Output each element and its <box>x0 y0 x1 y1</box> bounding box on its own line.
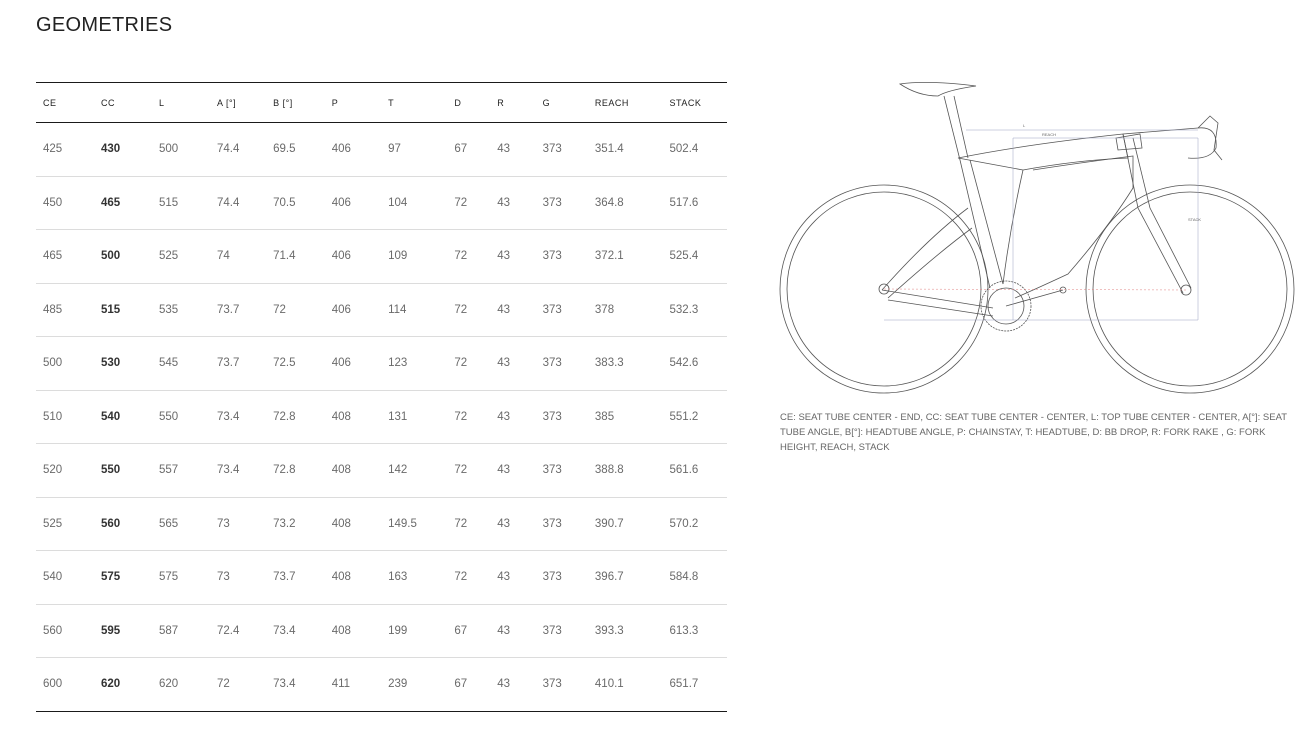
geometry-legend: CE: SEAT TUBE CENTER - END, CC: SEAT TUBE CENTER - CENTER, L: TOP TUBE CENTER - CENTER, A[°]: SEAT TUBE ANGLE, B[°]: HEADTUBE ANGLE, P: CHAINSTAY, T: HEADTUBE, D: BB DROP, R: FORK RAKE , G: FORK HEIGHT, REACH, STACK <box>780 412 1287 453</box>
table-row <box>36 283 727 337</box>
cell-cc: 530 <box>101 357 121 370</box>
cell-reach: 383.3 <box>594 357 624 370</box>
cell-r: 43 <box>497 250 511 263</box>
header-d: D <box>454 97 462 108</box>
cell-r: 43 <box>497 678 511 691</box>
cell-d: 72 <box>454 196 468 209</box>
cell-r: 43 <box>497 571 511 584</box>
cell-stack: 561.6 <box>669 464 699 477</box>
cell-b: 73.4 <box>273 678 296 691</box>
cell-g: 373 <box>542 464 562 477</box>
page-title: GEOMETRIES <box>36 14 173 36</box>
cell-ce: 560 <box>43 624 63 637</box>
cell-d: 72 <box>454 464 468 477</box>
cell-stack: 542.6 <box>669 357 699 370</box>
table-row <box>36 604 727 658</box>
label-stack: STACK <box>1188 217 1202 222</box>
cell-reach: 372.1 <box>594 250 624 263</box>
cell-p: 408 <box>331 464 351 477</box>
cell-l: 500 <box>159 143 179 156</box>
bike-geometry-drawing <box>778 78 1298 400</box>
cell-cc: 500 <box>101 250 121 263</box>
cell-r: 43 <box>497 464 511 477</box>
header-ce: CE <box>43 97 57 108</box>
cell-g: 373 <box>542 571 562 584</box>
label-reach: REACH <box>1042 132 1057 137</box>
cell-t: 104 <box>388 196 408 209</box>
cell-b: 72.5 <box>273 357 296 370</box>
cell-t: 123 <box>388 357 408 370</box>
cell-ce: 500 <box>43 357 63 370</box>
header-g: G <box>542 97 551 108</box>
cell-l: 575 <box>159 571 179 584</box>
cell-stack: 570.2 <box>669 517 699 530</box>
header-a: A [°] <box>217 97 237 108</box>
cell-reach: 390.7 <box>594 517 624 530</box>
header-r: R <box>497 97 505 108</box>
header-stack: STACK <box>669 97 702 108</box>
cell-cc: 540 <box>101 410 121 423</box>
cell-t: 163 <box>388 571 408 584</box>
cell-g: 373 <box>542 357 562 370</box>
cell-r: 43 <box>497 196 511 209</box>
label-l: L <box>1023 123 1026 128</box>
cell-b: 73.4 <box>273 624 296 637</box>
cell-r: 43 <box>497 624 511 637</box>
cell-r: 43 <box>497 357 511 370</box>
cell-l: 515 <box>159 196 179 209</box>
header-cc: CC <box>101 97 115 108</box>
header-p: P <box>331 97 339 108</box>
cell-l: 620 <box>159 678 179 691</box>
cell-d: 72 <box>454 517 468 530</box>
cell-ce: 525 <box>43 517 63 530</box>
table-row <box>36 497 727 551</box>
cell-reach: 351.4 <box>594 143 624 156</box>
cell-l: 535 <box>159 303 179 316</box>
cell-t: 131 <box>388 410 408 423</box>
cell-stack: 613.3 <box>669 624 699 637</box>
header-l: L <box>159 97 165 108</box>
cell-stack: 551.2 <box>669 410 699 423</box>
cell-stack: 584.8 <box>669 571 699 584</box>
cell-t: 142 <box>388 464 408 477</box>
cell-a: 74.4 <box>217 196 240 209</box>
table-row <box>36 337 727 391</box>
cell-d: 67 <box>454 678 468 691</box>
cell-d: 72 <box>454 303 468 316</box>
cell-p: 406 <box>331 143 351 156</box>
cell-a: 73.4 <box>217 410 240 423</box>
cell-t: 199 <box>388 624 408 637</box>
cell-g: 373 <box>542 250 562 263</box>
table-row <box>36 230 727 284</box>
cell-p: 406 <box>331 303 351 316</box>
cell-p: 411 <box>331 678 351 691</box>
cell-reach: 364.8 <box>594 196 624 209</box>
cell-ce: 510 <box>43 410 63 423</box>
cell-l: 565 <box>159 517 179 530</box>
cell-d: 72 <box>454 410 468 423</box>
cell-stack: 517.6 <box>669 196 699 209</box>
cell-g: 373 <box>542 410 562 423</box>
cell-reach: 410.1 <box>594 678 624 691</box>
cell-p: 406 <box>331 357 351 370</box>
cell-g: 373 <box>542 517 562 530</box>
cell-l: 550 <box>159 410 179 423</box>
cell-a: 74 <box>217 250 230 263</box>
cell-r: 43 <box>497 303 511 316</box>
cell-p: 406 <box>331 196 351 209</box>
cell-l: 587 <box>159 624 179 637</box>
cell-g: 373 <box>542 678 562 691</box>
cell-a: 72 <box>217 678 230 691</box>
cell-ce: 425 <box>43 143 63 156</box>
cell-t: 109 <box>388 250 408 263</box>
cell-ce: 485 <box>43 303 63 316</box>
cell-cc: 595 <box>101 624 121 637</box>
header-b: B [°] <box>273 97 293 108</box>
cell-g: 373 <box>542 624 562 637</box>
cell-d: 72 <box>454 250 468 263</box>
cell-a: 73.7 <box>217 357 240 370</box>
cell-p: 406 <box>331 250 351 263</box>
cell-b: 71.4 <box>273 250 296 263</box>
cell-t: 97 <box>388 143 401 156</box>
cell-t: 239 <box>388 678 408 691</box>
cell-b: 73.7 <box>273 571 296 584</box>
cell-d: 67 <box>454 624 468 637</box>
cell-l: 545 <box>159 357 179 370</box>
cell-stack: 502.4 <box>669 143 699 156</box>
cell-l: 525 <box>159 250 179 263</box>
table-row <box>36 390 727 444</box>
cell-stack: 532.3 <box>669 303 699 316</box>
cell-cc: 620 <box>101 678 121 691</box>
cell-reach: 396.7 <box>594 571 624 584</box>
header-t: T <box>388 97 395 108</box>
geometry-table <box>36 82 727 712</box>
cell-a: 73 <box>217 517 230 530</box>
cell-r: 43 <box>497 410 511 423</box>
cell-reach: 385 <box>594 410 615 423</box>
cell-cc: 465 <box>101 196 121 209</box>
cell-t: 149.5 <box>388 517 417 530</box>
cell-l: 557 <box>159 464 179 477</box>
cell-a: 73 <box>217 571 230 584</box>
cell-b: 69.5 <box>273 143 296 156</box>
cell-reach: 388.8 <box>594 464 624 477</box>
cell-ce: 520 <box>43 464 63 477</box>
cell-p: 408 <box>331 410 351 423</box>
cell-stack: 525.4 <box>669 250 699 263</box>
cell-cc: 550 <box>101 464 121 477</box>
cell-cc: 515 <box>101 303 121 316</box>
cell-p: 408 <box>331 517 351 530</box>
cell-b: 72.8 <box>273 464 296 477</box>
cell-d: 72 <box>454 571 468 584</box>
cell-t: 114 <box>388 303 407 316</box>
cell-cc: 575 <box>101 571 121 584</box>
cell-g: 373 <box>542 143 562 156</box>
cell-r: 43 <box>497 517 511 530</box>
cell-r: 43 <box>497 143 511 156</box>
cell-ce: 465 <box>43 250 63 263</box>
cell-d: 67 <box>454 143 468 156</box>
cell-ce: 600 <box>43 678 63 691</box>
cell-a: 74.4 <box>217 143 240 156</box>
cell-a: 73.7 <box>217 303 240 316</box>
cell-p: 408 <box>331 571 351 584</box>
cell-stack: 651.7 <box>669 678 699 691</box>
cell-p: 408 <box>331 624 351 637</box>
cell-reach: 378 <box>594 303 615 316</box>
cell-a: 72.4 <box>217 624 240 637</box>
cell-b: 73.2 <box>273 517 296 530</box>
cell-cc: 430 <box>101 143 121 156</box>
cell-ce: 450 <box>43 196 63 209</box>
cell-cc: 560 <box>101 517 121 530</box>
table-row <box>36 444 727 498</box>
cell-reach: 393.3 <box>594 624 624 637</box>
cell-b: 72.8 <box>273 410 296 423</box>
cell-b: 70.5 <box>273 196 296 209</box>
table-row <box>36 123 727 177</box>
cell-b: 72 <box>273 303 286 316</box>
table-row <box>36 176 727 230</box>
cell-g: 373 <box>542 196 562 209</box>
cell-ce: 540 <box>43 571 63 584</box>
header-reach: REACH <box>594 97 629 108</box>
cell-g: 373 <box>542 303 562 316</box>
cell-d: 72 <box>454 357 468 370</box>
table-header-row <box>36 83 727 123</box>
cell-a: 73.4 <box>217 464 240 477</box>
table-row <box>36 551 727 605</box>
table-row <box>36 658 727 712</box>
